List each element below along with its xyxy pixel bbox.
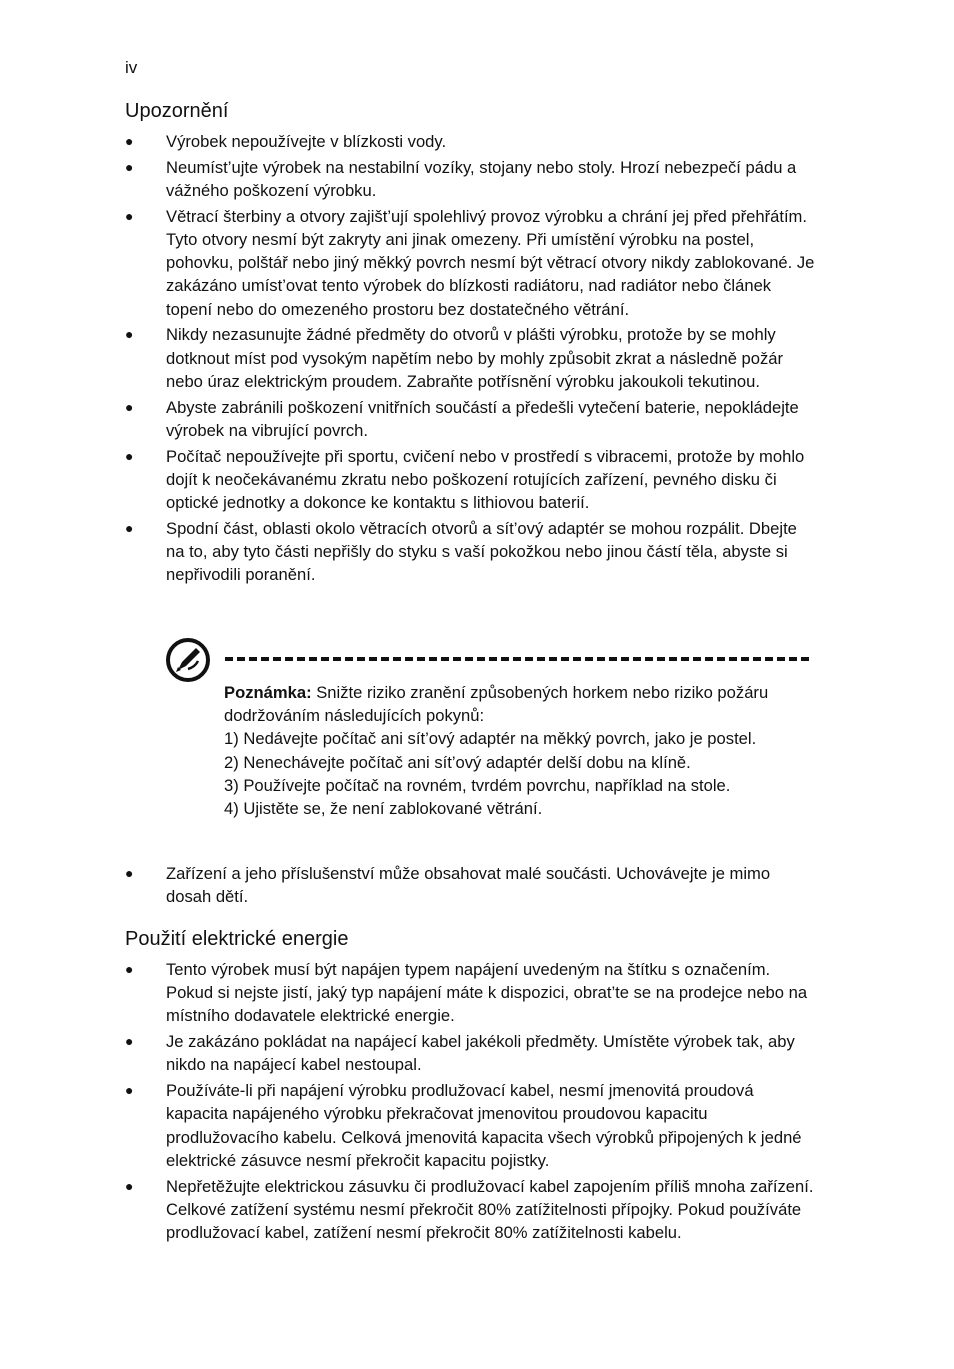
note-intro: Poznámka: Snižte riziko zranění způsobených horkem nebo riziko požáru dodržováním následujících pokynů: <box>224 683 769 726</box>
bullet-icon: ● <box>125 1082 134 1099</box>
note-line: 4) Ujistěte se, že není zablokované větrání. <box>224 799 543 819</box>
section-heading-warnings: Upozornění <box>125 100 229 122</box>
list-item: ● Tento výrobek musí být napájen typem napájení uvedeným na štítku s označením. Pokud si nejste jistí, jaký typ napájení máte k dispozici, obrat’te se na prodejce nebo na místního dodavatele elektrické energie. <box>125 960 808 1026</box>
warnings-list-continued <box>125 862 815 911</box>
bullet-icon: ● <box>125 207 134 224</box>
note-box <box>224 681 809 820</box>
bullet-icon: ● <box>125 398 134 415</box>
list-item: ● Používáte-li při napájení výrobku prodlužovací kabel, nesmí jmenovitá proudová kapacita napájeného výrobku překračovat jmenovitou proudovou kapacitu prodlužovacího kabelu. Celková jmenovitá kapacita všech výrobků připojených k jedné elektrické zásuvce nesmí překročit kapacitu pojistky. <box>125 1081 802 1170</box>
bullet-icon: ● <box>125 961 134 977</box>
list-item: ● Spodní část, oblasti okolo větracích otvorů a sít’ový adaptér se mohou rozpálit. Dbejte na to, aby tyto části nepřišly do styku s vaší pokožkou nebo jinou částí těla, abyste si nepřivodili poranění. <box>125 518 797 585</box>
list-item: ● Nikdy nezasunujte žádné předměty do otvorů v plášti výrobku, protože by se mohly dotknout míst pod vysokým napětím nebo by mohly způsobit zkrat a následně požár nebo úraz elektrickým proudem. Zabraňte potřísnění výrobku jakoukoli tekutinou. <box>125 325 784 391</box>
list-item: ● Výrobek nepoužívejte v blízkosti vody. <box>125 130 815 153</box>
section-heading-electrical: Použití elektrické energie <box>125 928 349 950</box>
bullet-icon: ● <box>125 447 134 464</box>
note-line: 2) Nenechávejte počítač ani sít’ový adaptér delší dobu na klíně. <box>224 752 691 772</box>
note-divider <box>225 657 809 661</box>
bullet-icon: ● <box>125 133 134 149</box>
bullet-icon: ● <box>125 865 134 881</box>
note-label: Poznámka: <box>224 683 312 702</box>
bullet-icon: ● <box>125 519 134 536</box>
bullet-icon: ● <box>125 158 134 175</box>
bullet-icon: ● <box>125 1177 134 1194</box>
note-line: 1) Nedávejte počítač ani sít’ový adaptér na měkký povrch, jako je postel. <box>224 729 757 749</box>
list-item: ● Počítač nepoužívejte při sportu, cvičení nebo v prostředí s vibracemi, protože by mohlo dojít k neočekávanému zkratu nebo poškození rotujících zařízení, pevného disku či optické jednotky a dokonce ke kontaktu s lithiovou baterií. <box>125 446 805 513</box>
note-pen-icon <box>165 637 211 683</box>
list-item: ● Neumíst’ujte výrobek na nestabilní vozíky, stojany nebo stoly. Hrozí nebezpečí pádu a vážného poškození výrobku. <box>125 157 797 200</box>
bullet-icon: ● <box>125 326 134 343</box>
note-line: 3) Používejte počítač na rovném, tvrdém povrchu, například na stole. <box>224 775 731 795</box>
list-item: ● Nepřetěžujte elektrickou zásuvku či prodlužovací kabel zapojením příliš mnoha zařízení. Celkové zatížení systému nesmí překročit 80% zatížitelnosti přípojky. Pokud používáte prodlužovací kabel, zatížení nesmí překročit 80% zatížitelnosti kabelu. <box>125 1176 814 1243</box>
list-item: ● Je zakázáno pokládat na napájecí kabel jakékoli předměty. Umístěte výrobek tak, aby nikdo na napájecí kabel nestoupal. <box>125 1032 795 1075</box>
list-item: ● Abyste zabránili poškození vnitřních součástí a předešli vytečení baterie, nepokládejte výrobek na vibrující povrch. <box>125 397 799 440</box>
bullet-icon: ● <box>125 1033 134 1050</box>
warnings-list <box>125 130 815 589</box>
page-number: iv <box>125 58 138 77</box>
electrical-list <box>125 958 815 1247</box>
list-item: ● Větrací šterbiny a otvory zajišt’ují spolehlivý provoz výrobku a chrání jej před přehřátím. Tyto otvory nesmí být zakryty ani jinak omezeny. Při umístění výrobku na postel, pohovku, polštář nebo jiný měkký povrch nesmí být větrací otvory nikdy zablokované. Je zakázáno umíst’ovat tento výrobek do blízkosti radiátoru, nad radiátor nebo článek topení nebo do omezeného prostoru bez dostatečného větrání. <box>125 206 815 319</box>
list-item: ● Zařízení a jeho příslušenství může obsahovat malé součásti. Uchovávejte je mimo dosah dětí. <box>125 864 771 907</box>
